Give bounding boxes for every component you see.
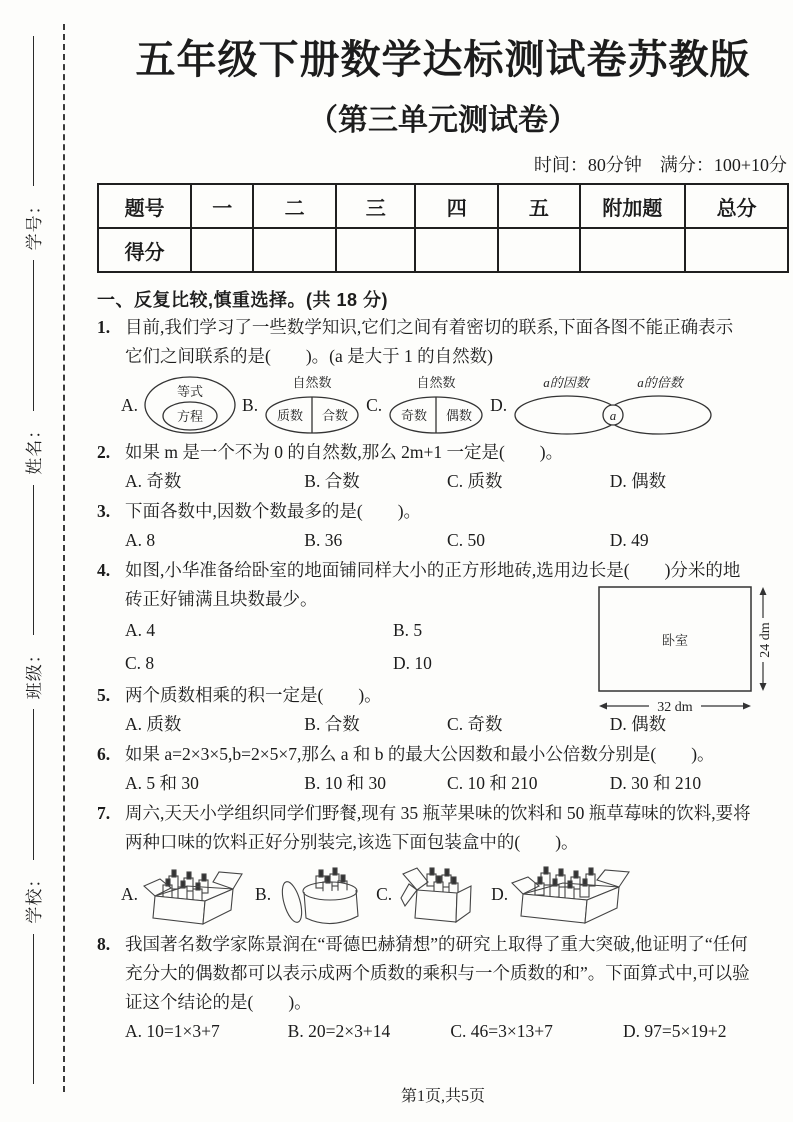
fill-in-line bbox=[31, 709, 34, 859]
score-empty-cell bbox=[336, 228, 415, 272]
round-box-image bbox=[274, 860, 366, 928]
q7-option-a bbox=[121, 860, 245, 928]
q7-option-d bbox=[491, 860, 633, 928]
paper-content bbox=[97, 0, 789, 1046]
venn-diagram-d bbox=[510, 374, 716, 436]
question-text: 如果 a=2×3×5,b=2×5×7,那么 a 和 b 的最大公因数和最小公倍数分别是( )。 bbox=[125, 744, 715, 764]
q1-diagram-row bbox=[97, 374, 789, 436]
fill-in-line bbox=[31, 260, 34, 410]
set-label: 自然数 bbox=[416, 375, 456, 390]
question-text: 周六,天天小学组织同学们野餐,现有 35 瓶苹果味的饮料和 50 瓶草莓味的饮料,要将 bbox=[125, 803, 751, 823]
bedroom-floor-plan bbox=[593, 582, 789, 720]
q1-option-a bbox=[121, 374, 237, 436]
question-number: 2. bbox=[97, 442, 111, 462]
set-label: 自然数 bbox=[292, 375, 332, 390]
option-letter: B. bbox=[242, 394, 259, 415]
question-4-5-block bbox=[97, 556, 789, 739]
score-table-cell: 三 bbox=[336, 184, 415, 228]
option: C. 8 bbox=[125, 653, 155, 673]
question-text: 目前,我们学习了一些数学知识,它们之间有着密切的联系,下面各图不能正确表示 bbox=[125, 317, 734, 337]
option: A. 奇数 bbox=[125, 471, 182, 491]
score-table-cell: 总分 bbox=[685, 184, 788, 228]
score-empty-cell bbox=[580, 228, 686, 272]
score-table-header-row bbox=[98, 184, 788, 228]
q8-options bbox=[97, 1017, 789, 1046]
question-number: 6. bbox=[97, 744, 111, 764]
set-label: a的倍数 bbox=[637, 375, 683, 390]
question-2 bbox=[97, 438, 789, 496]
name-field-label: 姓名： bbox=[24, 420, 44, 475]
score-empty-cell bbox=[685, 228, 788, 272]
option: A. 4 bbox=[125, 620, 156, 640]
large-carton-box-image bbox=[511, 860, 633, 928]
option: D. 30 和 210 bbox=[609, 773, 702, 793]
option: D. 49 bbox=[609, 530, 649, 550]
q7-packaging-row bbox=[97, 860, 789, 928]
q7-option-b bbox=[255, 860, 366, 928]
option: C. 质数 bbox=[447, 471, 503, 491]
question-text: 它们之间联系的是( )。(a 是大于 1 的自然数) bbox=[125, 346, 493, 366]
option-letter: D. bbox=[490, 394, 508, 415]
option: C. 50 bbox=[447, 530, 485, 550]
set-label: 等式 bbox=[177, 384, 204, 399]
option: D. 偶数 bbox=[609, 471, 667, 491]
score-empty-cell bbox=[253, 228, 336, 272]
option: A. 10=1×3+7 bbox=[125, 1021, 220, 1041]
option: A. 8 bbox=[125, 530, 156, 550]
set-label: 奇数 bbox=[401, 408, 428, 423]
q7-option-c bbox=[376, 860, 481, 928]
small-box-image bbox=[395, 860, 481, 928]
option: B. 合数 bbox=[304, 471, 360, 491]
option-letter: C. bbox=[376, 883, 393, 904]
split-set-diagram-b bbox=[261, 374, 361, 436]
page-indicator: 第1页,共5页 bbox=[400, 1088, 485, 1105]
student-id-field-label: 学号： bbox=[24, 196, 44, 251]
score-table-cell: 附加题 bbox=[580, 184, 686, 228]
set-label: 质数 bbox=[277, 408, 304, 423]
option: C. 奇数 bbox=[447, 714, 503, 734]
score-table-cell: 题号 bbox=[98, 184, 191, 228]
option: B. 36 bbox=[304, 530, 343, 550]
question-3 bbox=[97, 497, 789, 555]
score-label-cell: 得分 bbox=[98, 228, 191, 272]
set-label: 方程 bbox=[177, 409, 204, 424]
nested-sets-diagram-a bbox=[141, 374, 237, 436]
option-letter: A. bbox=[121, 883, 139, 904]
option: B. 5 bbox=[393, 620, 423, 640]
score-table-cell: 四 bbox=[415, 184, 498, 228]
question-text: 砖正好铺满且块数最少。 bbox=[125, 589, 318, 609]
question-1 bbox=[97, 313, 789, 436]
room-label: 卧室 bbox=[661, 633, 689, 648]
score-table bbox=[97, 183, 789, 273]
width-dimension-label: 32 dm bbox=[657, 700, 693, 715]
question-text: 两个质数相乘的积一定是( )。 bbox=[125, 685, 382, 705]
fill-in-line bbox=[31, 36, 34, 186]
binding-margin bbox=[12, 26, 52, 1094]
score-empty-cell bbox=[498, 228, 579, 272]
question-text: 下面各数中,因数个数最多的是( )。 bbox=[125, 501, 422, 521]
set-label: 合数 bbox=[322, 408, 349, 423]
question-number: 8. bbox=[97, 934, 111, 954]
question-number: 1. bbox=[97, 317, 111, 337]
option: D. 10 bbox=[393, 653, 432, 673]
option-letter: A. bbox=[121, 394, 139, 415]
question-number: 3. bbox=[97, 501, 111, 521]
q1-option-d bbox=[490, 374, 716, 436]
q1-option-c bbox=[366, 374, 485, 436]
paper-title: 五年级下册数学达标测试卷苏教版 bbox=[135, 37, 751, 82]
question-text: 证这个结论的是( )。 bbox=[125, 992, 312, 1012]
set-label: a的因数 bbox=[543, 375, 589, 390]
question-number: 5. bbox=[97, 685, 111, 705]
option: B. 10 和 30 bbox=[304, 773, 386, 793]
score-table-cell: 一 bbox=[191, 184, 253, 228]
q6-options bbox=[97, 769, 789, 798]
score-empty-cell bbox=[415, 228, 498, 272]
open-carton-box-image bbox=[141, 860, 245, 928]
option: A. 5 和 30 bbox=[125, 773, 199, 793]
score-table-score-row bbox=[98, 228, 788, 272]
question-number: 4. bbox=[97, 560, 111, 580]
option-letter: D. bbox=[491, 883, 509, 904]
section-1-heading: 一、反复比较,慎重选择。(共 18 分) bbox=[97, 290, 389, 310]
question-text: 如图,小华准备给卧室的地面铺同样大小的正方形地砖,选用边长是( )分米的地 bbox=[125, 560, 741, 580]
dashed-cut-line bbox=[63, 24, 65, 1092]
split-set-diagram-c bbox=[385, 374, 485, 436]
option-letter: B. bbox=[255, 883, 272, 904]
class-field-label: 班级： bbox=[24, 645, 44, 700]
option: C. 10 和 210 bbox=[447, 773, 538, 793]
question-7 bbox=[97, 799, 789, 928]
question-8 bbox=[97, 930, 789, 1046]
score-table-cell: 五 bbox=[498, 184, 579, 228]
set-label: 偶数 bbox=[446, 408, 473, 423]
set-label: a bbox=[609, 408, 617, 423]
question-text: 充分大的偶数都可以表示成两个质数的乘积与一个质数的和”。下面算式中,可以验 bbox=[125, 963, 750, 983]
option-letter: C. bbox=[366, 394, 383, 415]
q3-options bbox=[97, 526, 789, 555]
option: D. 偶数 bbox=[609, 714, 667, 734]
question-text: 我国著名数学家陈景润在“哥德巴赫猜想”的研究上取得了重大突破,他证明了“任何 bbox=[125, 934, 748, 954]
option: B. 合数 bbox=[304, 714, 360, 734]
school-field-label: 学校： bbox=[24, 869, 44, 924]
fill-in-line bbox=[31, 485, 34, 635]
height-dimension-label: 24 dm bbox=[758, 622, 773, 658]
question-text: 两种口味的饮料正好分别装完,该选下面包装盒中的( )。 bbox=[125, 832, 579, 852]
bottles bbox=[316, 868, 347, 894]
option: B. 20=2×3+14 bbox=[287, 1021, 391, 1041]
fill-in-line bbox=[31, 934, 34, 1084]
q1-option-b bbox=[242, 374, 361, 436]
option: D. 97=5×19+2 bbox=[622, 1021, 727, 1041]
time-score-meta: 时间：80分钟 满分：100+10分 bbox=[533, 155, 787, 175]
score-table-cell: 二 bbox=[253, 184, 336, 228]
option: C. 46=3×13+7 bbox=[450, 1021, 553, 1041]
question-text: 如果 m 是一个不为 0 的自然数,那么 2m+1 一定是( )。 bbox=[125, 442, 564, 462]
paper-subtitle: （第三单元测试卷） bbox=[308, 104, 578, 137]
q2-options bbox=[97, 467, 789, 496]
option: A. 质数 bbox=[125, 714, 182, 734]
question-6 bbox=[97, 740, 789, 798]
question-number: 7. bbox=[97, 803, 111, 823]
score-empty-cell bbox=[191, 228, 253, 272]
